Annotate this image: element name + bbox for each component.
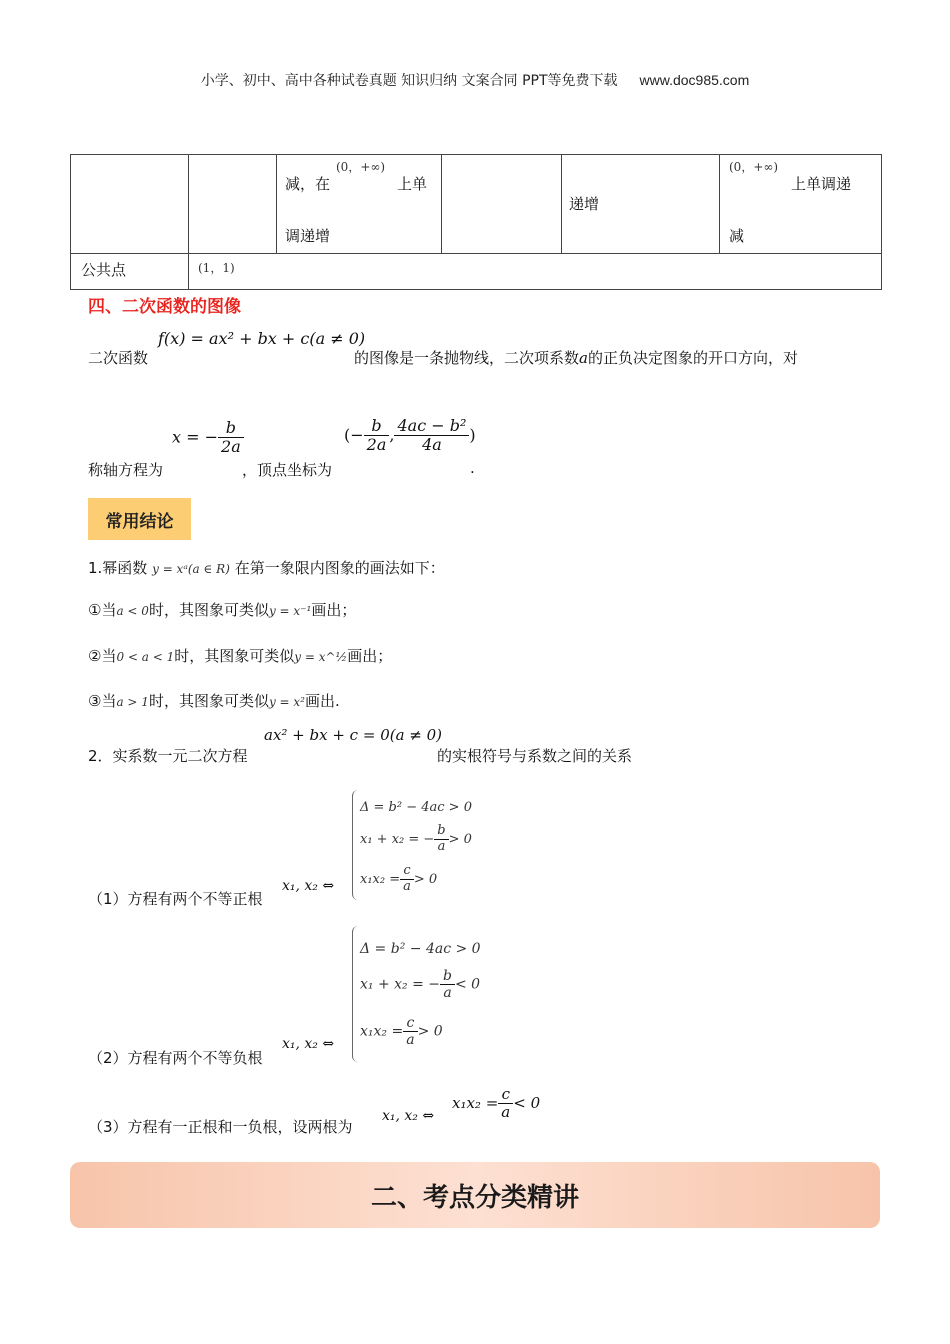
- numerator: b: [434, 824, 448, 840]
- numerator: 4ac − b²: [394, 417, 469, 436]
- common-conclusions-badge: 常用结论: [88, 498, 191, 540]
- math: y = x²: [268, 695, 305, 709]
- math: < 0: [454, 976, 481, 993]
- section-banner: [70, 1162, 880, 1228]
- denominator: a: [501, 1103, 511, 1122]
- case-1-eq-3: [360, 864, 437, 895]
- conclusion-1: [88, 557, 445, 578]
- fraction: [434, 824, 448, 855]
- text: 二次函数: [88, 349, 149, 367]
- cell-text: 调递增: [285, 227, 331, 245]
- text: ②当: [88, 647, 117, 665]
- text: 1.幂函数: [88, 559, 148, 577]
- math: a > 1: [116, 695, 149, 709]
- numerator: c: [498, 1086, 513, 1104]
- conclusion-1-case-3: [88, 690, 340, 711]
- case-2-eq-3: [360, 1015, 443, 1048]
- math: y = xᵃ(a ∈ R): [152, 562, 230, 576]
- conclusion-1-case-2: [88, 645, 392, 666]
- paragraph-quadratic-2: 称轴方程为: [88, 461, 164, 479]
- cell-text: 递增: [569, 195, 600, 213]
- fraction: [440, 968, 455, 1001]
- numerator: c: [400, 864, 414, 880]
- denominator: a: [437, 838, 446, 854]
- math: x₁x₂ =: [360, 1023, 404, 1040]
- table-divider: [188, 253, 189, 289]
- math: 0 < a < 1: [116, 650, 175, 664]
- text: 的图像是一条抛物线，二次项系数: [354, 349, 580, 367]
- denominator: 2a: [221, 437, 241, 457]
- math: x = −: [172, 427, 219, 447]
- case-2-eq-2: [360, 968, 480, 1001]
- case-3-roots: x₁, x₂ ⇔: [382, 1108, 435, 1124]
- math: > 0: [417, 1023, 443, 1040]
- text: 时，其图象可类似: [148, 601, 269, 619]
- table-divider: [71, 253, 881, 254]
- fraction: [218, 419, 244, 457]
- cell-text: 上单: [397, 175, 428, 193]
- numerator: b: [440, 968, 455, 985]
- cell-text: 减: [729, 227, 745, 245]
- table-divider: [188, 155, 189, 253]
- math: ,: [389, 425, 395, 445]
- fraction: [403, 1015, 417, 1048]
- math: ): [469, 425, 476, 445]
- table-divider: [719, 155, 720, 253]
- case-2-label: （2）方程有两个不等负根: [88, 1049, 263, 1067]
- numerator: c: [403, 1015, 417, 1032]
- fraction: [498, 1086, 513, 1122]
- text: 时，其图象可类似: [148, 692, 269, 710]
- header-text: 小学、初中、高中各种试卷真题 知识归纳 文案合同 PPT等免费下载: [200, 73, 618, 89]
- table-divider: [441, 155, 442, 253]
- case-1-eq-1: Δ = b² − 4ac > 0: [360, 800, 472, 815]
- text: ③当: [88, 692, 117, 710]
- denominator: a: [443, 985, 452, 1002]
- math: x₁x₂ =: [452, 1093, 499, 1112]
- system-brace: [352, 926, 359, 1062]
- conclusion-1-case-1: [88, 599, 356, 620]
- common-point-value: (1，1): [198, 261, 235, 275]
- math: < 0: [513, 1093, 541, 1112]
- math: x₁x₂ =: [360, 871, 401, 887]
- math: x₁ + x₂ = −: [360, 831, 435, 847]
- numerator: b: [218, 419, 244, 438]
- text: 在第一象限内图象的画法如下：: [234, 559, 445, 577]
- banner-title: 二、考点分类精讲: [370, 1182, 579, 1213]
- text: 画出；: [311, 601, 357, 619]
- paragraph-quadratic-2b: ，顶点坐标为: [242, 461, 333, 479]
- case-1-eq-2: [360, 824, 472, 855]
- case-1-label: （1）方程有两个不等正根: [88, 890, 263, 908]
- math: x₁ + x₂ = −: [360, 976, 441, 993]
- math-var: a: [579, 349, 588, 367]
- power-function-table: [70, 154, 882, 290]
- axis-of-symmetry: [172, 419, 244, 457]
- case-3-label: （3）方程有一正根和一负根，设两根为: [88, 1118, 353, 1136]
- math: > 0: [448, 831, 472, 847]
- conclusion-2: 2．实系数一元二次方程: [88, 747, 248, 765]
- math: y = x^½: [294, 650, 348, 664]
- fraction: [394, 417, 469, 455]
- section-title: 四、二次函数的图像: [88, 297, 241, 317]
- period: .: [470, 459, 475, 477]
- denominator: 2a: [366, 435, 387, 455]
- case-3-eq: [452, 1086, 540, 1122]
- page-header: [0, 70, 950, 90]
- text: 画出；: [347, 647, 393, 665]
- fraction: [364, 417, 390, 455]
- denominator: a: [406, 1032, 415, 1049]
- math: a < 0: [116, 604, 149, 618]
- denominator: 4a: [422, 435, 442, 455]
- text: 画出.: [305, 692, 340, 710]
- header-url[interactable]: www.doc985.com: [639, 72, 750, 88]
- case-2-eq-1: Δ = b² − 4ac > 0: [360, 941, 481, 957]
- text: 的正负决定图象的开口方向，对: [587, 349, 798, 367]
- system-brace: [352, 790, 359, 900]
- case-2-roots: x₁, x₂ ⇔: [282, 1036, 335, 1052]
- paragraph-quadratic-1b: [354, 347, 798, 368]
- conclusion-2b: 的实根符号与系数之间的关系: [437, 747, 633, 765]
- cell-math: (0，+∞): [729, 160, 779, 174]
- quadratic-equation: ax² + bx + c = 0(a ≠ 0): [264, 726, 443, 744]
- vertex-coordinates: [344, 417, 476, 455]
- paragraph-quadratic-1: [88, 347, 148, 368]
- case-1-roots: x₁, x₂ ⇔: [282, 878, 335, 894]
- quadratic-formula: f(x) = ax² + bx + c(a ≠ 0): [158, 329, 366, 348]
- math: > 0: [413, 871, 438, 887]
- text: 时，其图象可类似: [174, 647, 295, 665]
- fraction: [400, 864, 414, 895]
- row-label-common-point: 公共点: [81, 261, 127, 279]
- cell-text: 上单调递: [791, 175, 852, 193]
- text: ①当: [88, 601, 117, 619]
- cell-math: (0，+∞): [336, 160, 386, 174]
- cell-text: 减，在: [285, 175, 331, 193]
- math: (−: [344, 425, 364, 445]
- table-divider: [276, 155, 277, 253]
- math: y = x⁻¹: [268, 604, 312, 618]
- numerator: b: [364, 417, 390, 436]
- table-divider: [561, 155, 562, 253]
- denominator: a: [403, 878, 411, 894]
